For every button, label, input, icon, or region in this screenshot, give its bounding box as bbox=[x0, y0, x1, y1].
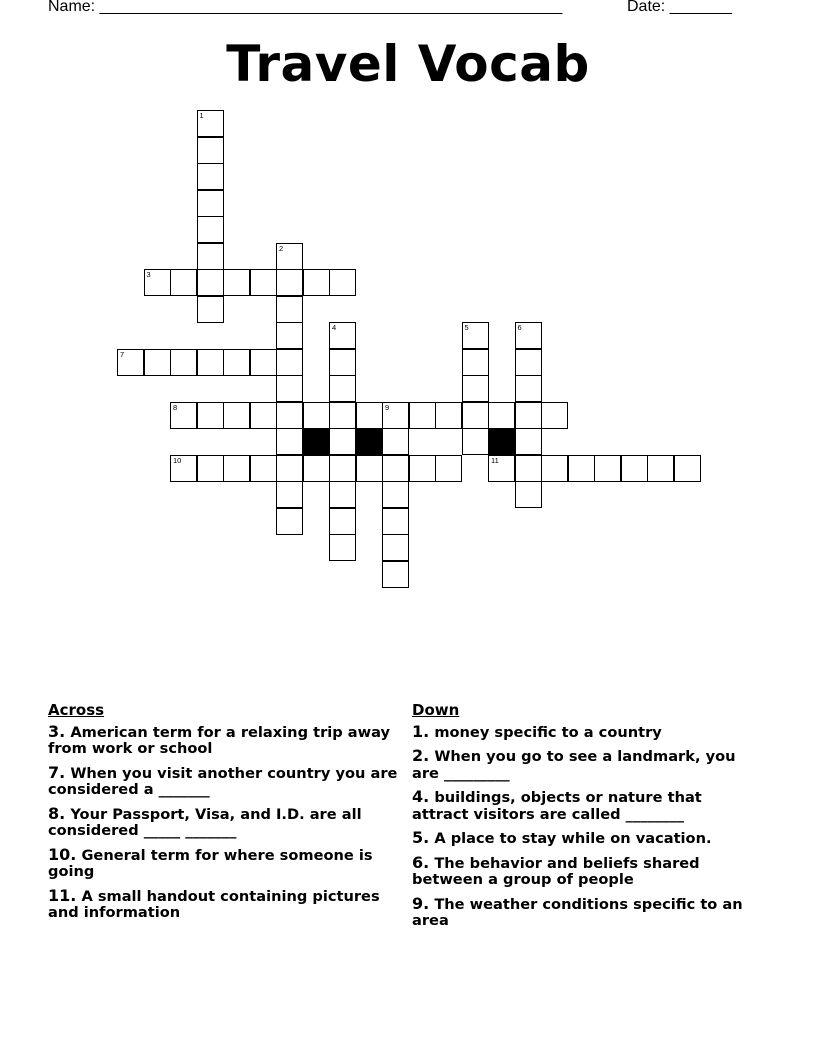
clue-number: 6 bbox=[517, 323, 522, 332]
crossword-cell[interactable] bbox=[329, 349, 356, 376]
crossword-cell[interactable] bbox=[197, 243, 224, 270]
crossword-cell[interactable] bbox=[250, 402, 277, 429]
crossword-cell[interactable] bbox=[382, 481, 409, 508]
crossword-cell[interactable] bbox=[276, 455, 303, 482]
crossword-cell[interactable] bbox=[488, 402, 515, 429]
crossword-cell[interactable] bbox=[515, 349, 542, 376]
crossword-cell[interactable] bbox=[250, 349, 277, 376]
crossword-cell[interactable] bbox=[329, 269, 356, 296]
clue-number: 1 bbox=[199, 111, 204, 120]
crossword-cell[interactable] bbox=[144, 349, 171, 376]
crossword-cell[interactable] bbox=[541, 455, 568, 482]
crossword-cell[interactable] bbox=[621, 455, 648, 482]
crossword-cell[interactable] bbox=[223, 269, 250, 296]
crossword-cell[interactable] bbox=[382, 508, 409, 535]
crossword-cell[interactable] bbox=[170, 349, 197, 376]
crossword-cell[interactable] bbox=[329, 402, 356, 429]
crossword-cell[interactable] bbox=[382, 455, 409, 482]
crossword-cell[interactable] bbox=[303, 455, 330, 482]
crossword-cell[interactable] bbox=[197, 349, 224, 376]
crossword-cell[interactable] bbox=[197, 402, 224, 429]
black-square bbox=[303, 428, 330, 455]
date-field[interactable]: Date: _______ bbox=[627, 0, 732, 15]
crossword-cell[interactable] bbox=[409, 455, 436, 482]
crossword-cell[interactable] bbox=[462, 349, 489, 376]
clue-down-6: 6. The behavior and beliefs shared between a group of people bbox=[412, 852, 700, 888]
crossword-cell[interactable] bbox=[197, 216, 224, 243]
clue-number: 2 bbox=[279, 243, 284, 253]
crossword-cell[interactable] bbox=[197, 163, 224, 190]
crossword-cell[interactable] bbox=[568, 455, 595, 482]
crossword-cell[interactable] bbox=[382, 428, 409, 455]
crossword-cell[interactable] bbox=[276, 243, 303, 270]
crossword-cell[interactable] bbox=[329, 534, 356, 561]
crossword-cell[interactable] bbox=[223, 349, 250, 376]
crossword-cell[interactable] bbox=[303, 269, 330, 296]
crossword-cell[interactable] bbox=[435, 455, 462, 482]
crossword-cell[interactable] bbox=[170, 402, 197, 429]
name-field[interactable]: Name: ____________________________________________________ bbox=[48, 0, 563, 15]
crossword-cell[interactable] bbox=[515, 428, 542, 455]
crossword-cell[interactable] bbox=[515, 322, 542, 349]
clue-across-7: 7. When you visit another country you are considered a _______ bbox=[48, 762, 398, 798]
crossword-cell[interactable] bbox=[329, 322, 356, 349]
crossword-cell[interactable] bbox=[329, 481, 356, 508]
crossword-cell[interactable] bbox=[170, 269, 197, 296]
crossword-cell[interactable] bbox=[197, 269, 224, 296]
crossword-cell[interactable] bbox=[647, 455, 674, 482]
crossword-cell[interactable] bbox=[462, 428, 489, 455]
crossword-cell[interactable] bbox=[356, 455, 383, 482]
crossword-cell[interactable] bbox=[250, 455, 277, 482]
crossword-cell[interactable] bbox=[515, 402, 542, 429]
crossword-cell[interactable] bbox=[276, 481, 303, 508]
crossword-cell[interactable] bbox=[382, 561, 409, 588]
crossword-cell[interactable] bbox=[276, 375, 303, 402]
crossword-cell[interactable] bbox=[541, 402, 568, 429]
clue-across-8: 8. Your Passport, Visa, and I.D. are all considered _____ _______ bbox=[48, 803, 362, 839]
across-heading: Across bbox=[48, 701, 105, 719]
crossword-cell[interactable] bbox=[382, 402, 409, 429]
clue-down-9: 9. The weather conditions specific to an area bbox=[412, 893, 743, 929]
crossword-cell[interactable] bbox=[462, 375, 489, 402]
crossword-cell[interactable] bbox=[594, 455, 621, 482]
down-clues bbox=[412, 702, 752, 937]
clue-down-5: 5. A place to stay while on vacation. bbox=[412, 828, 712, 847]
crossword-cell[interactable] bbox=[382, 534, 409, 561]
clue-down-2: 2. When you go to see a landmark, you are _________ bbox=[412, 746, 736, 782]
clue-across-10: 10. General term for where someone is going bbox=[48, 844, 373, 880]
crossword-cell[interactable] bbox=[462, 322, 489, 349]
crossword-cell[interactable] bbox=[223, 402, 250, 429]
crossword-cell[interactable] bbox=[197, 110, 224, 137]
crossword-cell[interactable] bbox=[329, 508, 356, 535]
clue-down-1: 1. money specific to a country bbox=[412, 721, 662, 741]
across-clues bbox=[48, 702, 398, 929]
crossword-cell[interactable] bbox=[329, 455, 356, 482]
crossword-cell[interactable] bbox=[488, 455, 515, 482]
down-heading: Down bbox=[412, 701, 460, 719]
crossword-cell[interactable] bbox=[329, 375, 356, 402]
crossword-cell[interactable] bbox=[276, 349, 303, 376]
crossword-cell[interactable] bbox=[223, 455, 250, 482]
crossword-cell[interactable] bbox=[197, 190, 224, 217]
crossword-cell[interactable] bbox=[197, 137, 224, 164]
crossword-cell[interactable] bbox=[515, 481, 542, 508]
crossword-cell[interactable] bbox=[515, 375, 542, 402]
crossword-cell[interactable] bbox=[197, 296, 224, 323]
crossword-cell[interactable] bbox=[170, 455, 197, 482]
crossword-cell[interactable] bbox=[409, 402, 436, 429]
clue-number: 3 bbox=[146, 270, 151, 279]
clue-number: 7 bbox=[120, 349, 125, 359]
crossword-cell[interactable] bbox=[276, 402, 303, 429]
crossword-cell[interactable] bbox=[250, 269, 277, 296]
black-square bbox=[488, 428, 515, 455]
clue-number: 10 bbox=[173, 455, 182, 465]
crossword-cell[interactable] bbox=[462, 402, 489, 429]
crossword-cell[interactable] bbox=[144, 269, 171, 296]
clue-down-4: 4. buildings, objects or nature that attract visitors are called ________ bbox=[412, 787, 702, 823]
crossword-cell[interactable] bbox=[515, 455, 542, 482]
crossword-cell[interactable] bbox=[356, 402, 383, 429]
crossword-cell[interactable] bbox=[674, 455, 701, 482]
crossword-cell[interactable] bbox=[435, 402, 462, 429]
clue-number: 9 bbox=[385, 402, 390, 412]
crossword-cell[interactable] bbox=[276, 269, 303, 296]
crossword-cell[interactable] bbox=[276, 508, 303, 535]
clue-across-3: 3. American term for a relaxing trip away from work or school bbox=[48, 721, 391, 757]
clue-number: 4 bbox=[332, 323, 337, 332]
crossword-cell[interactable] bbox=[197, 455, 224, 482]
crossword-cell[interactable] bbox=[276, 322, 303, 349]
clue-number: 5 bbox=[464, 323, 469, 332]
clue-number: 11 bbox=[491, 455, 499, 465]
crossword-cell[interactable] bbox=[276, 428, 303, 455]
crossword-cell[interactable] bbox=[329, 428, 356, 455]
clue-number: 8 bbox=[173, 402, 178, 412]
crossword-cell[interactable] bbox=[117, 349, 144, 376]
page-title: Travel Vocab bbox=[226, 35, 590, 93]
crossword-cell[interactable] bbox=[276, 296, 303, 323]
black-square bbox=[356, 428, 383, 455]
crossword-cell[interactable] bbox=[303, 402, 330, 429]
clue-across-11: 11. A small handout containing pictures and information bbox=[48, 885, 380, 921]
